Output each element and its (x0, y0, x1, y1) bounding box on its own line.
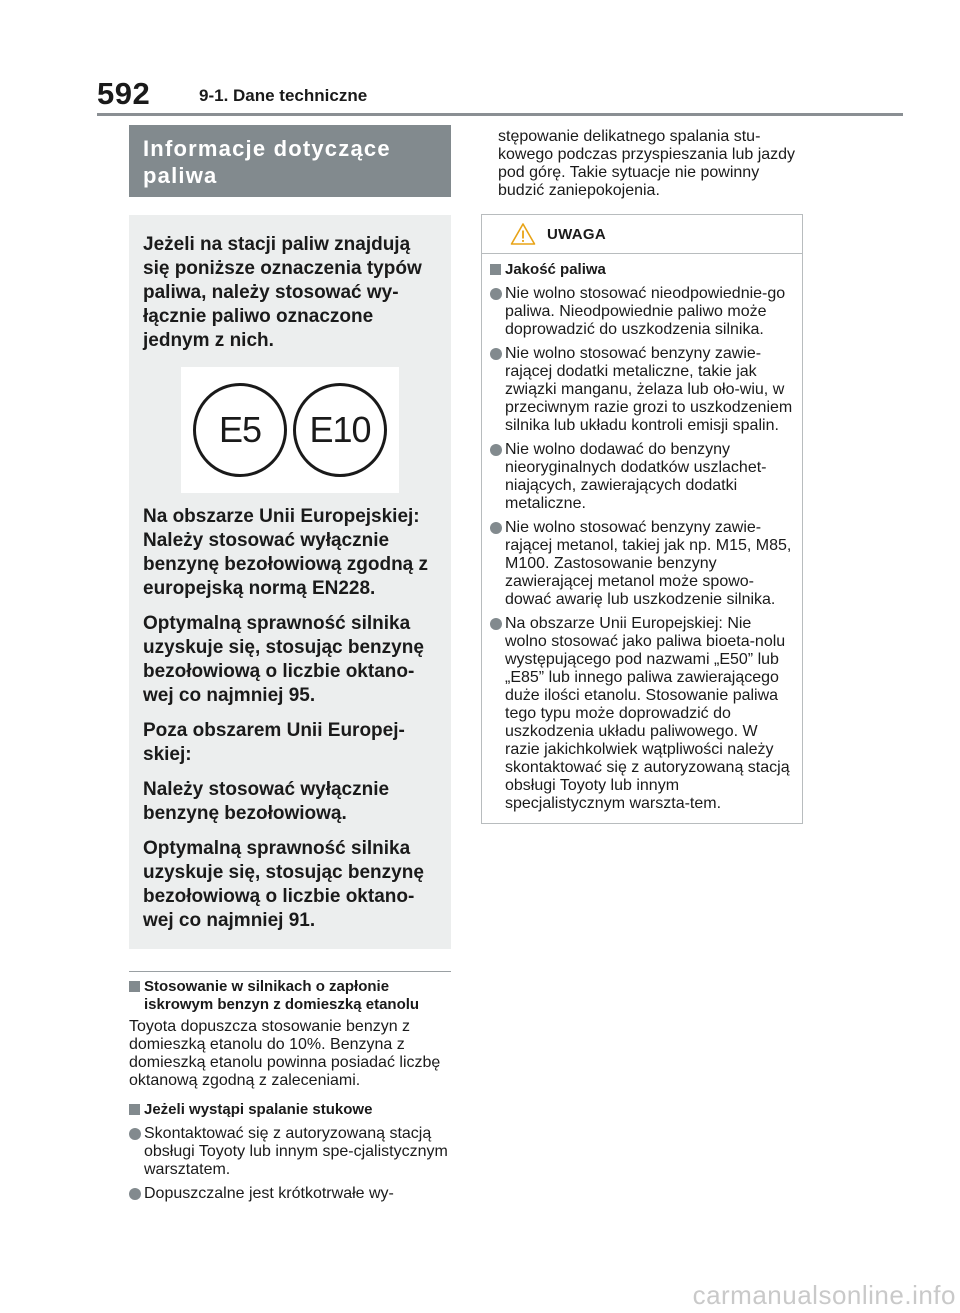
list-item-text: Dopuszczalne jest krótkotrwałe wy- (144, 1185, 394, 1202)
list-item (490, 441, 794, 513)
info-paragraph: Optymalną sprawność silnika uzyskuje się, stosując benzynę bezołowiową o liczbie oktano-wej co najmniej 91. (143, 838, 424, 931)
warning-box (481, 214, 803, 824)
round-bullet-icon (490, 522, 502, 534)
square-bullet-icon (490, 264, 501, 275)
list-item (490, 285, 794, 339)
round-bullet-icon (490, 618, 502, 630)
list-item (490, 615, 794, 813)
e5-fuel-badge: E5 (193, 383, 287, 477)
list-item-text: Nie wolno stosować nieodpowiednie-go paliwa. Nieodpowiednie paliwo może doprowadzić do uszkodzenia silnika. (505, 285, 786, 338)
knock-heading (129, 1101, 451, 1119)
left-column (129, 125, 451, 1203)
header-divider (97, 113, 903, 116)
ethanol-heading-text: Stosowanie w silnikach o zapłonie iskrowym benzyn z domieszką etanolu (144, 978, 420, 1013)
round-bullet-icon (490, 348, 502, 360)
round-bullet-icon (129, 1128, 141, 1140)
info-paragraph: Na obszarze Unii Europejskiej: Należy stosować wyłącznie benzynę bezołowiową zgodną z europejską normą EN228. (143, 506, 429, 599)
round-bullet-icon (490, 444, 502, 456)
round-bullet-icon (129, 1188, 141, 1200)
list-item-text: Na obszarze Unii Europejskiej: Nie wolno stosować jako paliwa bioeta-nolu występującego pod nazwami „E50” lub „E85” lub innego paliwa zawierającego duże ilości etanolu. Stosowanie paliwa tego typu może doprowadzić do uszkodzenia układu paliwowego. W razie jakichkolwiek wątpliwości należy skontaktować się z autoryzowaną stacją obsługi Toyoty lub innym specjalistycznym warszta-tem. (505, 615, 790, 812)
topic-title-line2: paliwa (143, 163, 218, 188)
knock-heading-text: Jeżeli wystąpi spalanie stukowe (144, 1101, 373, 1118)
info-paragraph: Optymalną sprawność silnika uzyskuje się, stosując benzynę bezołowiową o liczbie oktano-wej co najmniej 95. (143, 613, 424, 706)
warning-body (482, 254, 802, 823)
continued-text: stępowanie delikatnego spalania stu-kowego podczas przyspieszania lub jazdy pod górę. Takie sytuacje nie powinny budzić zaniepokojenia. (498, 128, 796, 199)
page-number: 592 (97, 76, 151, 111)
list-item-text: Nie wolno dodawać do benzyny nieoryginalnych dodatków uszlachet-niających, zawierających dodatki metaliczne. (505, 441, 767, 512)
fuel-info-box (129, 215, 451, 949)
warning-title: UWAGA (547, 225, 606, 243)
round-bullet-icon (490, 288, 502, 300)
ethanol-heading (129, 978, 451, 1014)
list-item-text: Nie wolno stosować benzyny zawie-rającej dodatki metaliczne, takie jak związki manganu, żelaza lub oło-wiu, w przeciwnym razie grozi to uszkodzeniem silnika lub układu kontroli emisji spalin. (505, 345, 793, 434)
list-item (490, 345, 794, 435)
list-item-text: Skontaktować się z autoryzowaną stacją obsługi Toyoty lub innym spe-cjalistycznym warsztatem. (144, 1125, 448, 1178)
warning-subheading-text: Jakość paliwa (505, 261, 606, 278)
page-header (0, 0, 960, 118)
e10-fuel-badge: E10 (293, 383, 387, 477)
topic-title-line1: Informacje dotyczące (143, 136, 391, 161)
info-paragraph: Poza obszarem Unii Europej-skiej: (143, 720, 405, 765)
warning-header (482, 215, 802, 254)
square-bullet-icon (129, 1104, 140, 1115)
list-item (490, 519, 794, 609)
fuel-label-image (181, 367, 399, 493)
list-item-text: Nie wolno stosować benzyny zawie-rającej metanol, takiej jak np. M15, M85, M100. Zastosowanie benzyny zawierającej metanol może spowo-dować awarię lub uszkodzenie silnika. (505, 519, 792, 608)
list-item (129, 1125, 451, 1179)
right-column (481, 128, 803, 824)
fuel-info-intro: Jeżeli na stacji paliw znajdują się poniższe oznaczenia typów paliwa, należy stosować wy-łącznie paliwo oznaczone jednym z nich. (143, 234, 422, 351)
site-watermark: carmanualsonline.info (692, 1280, 956, 1310)
list-item (129, 1185, 451, 1203)
ethanol-body: Toyota dopuszcza stosowanie benzyn z domieszką etanolu do 10%. Benzyna z domieszką etanolu powinna posiadać liczbę oktanową zgodną z zaleceniami. (129, 1018, 441, 1089)
warning-subheading (490, 261, 794, 279)
section-divider (129, 971, 451, 972)
section-title: 9-1. Dane techniczne (199, 86, 368, 105)
info-paragraph: Należy stosować wyłącznie benzynę bezołowiową. (143, 779, 390, 824)
square-bullet-icon (129, 981, 140, 992)
topic-title (129, 125, 451, 197)
warning-triangle-icon (510, 222, 536, 246)
